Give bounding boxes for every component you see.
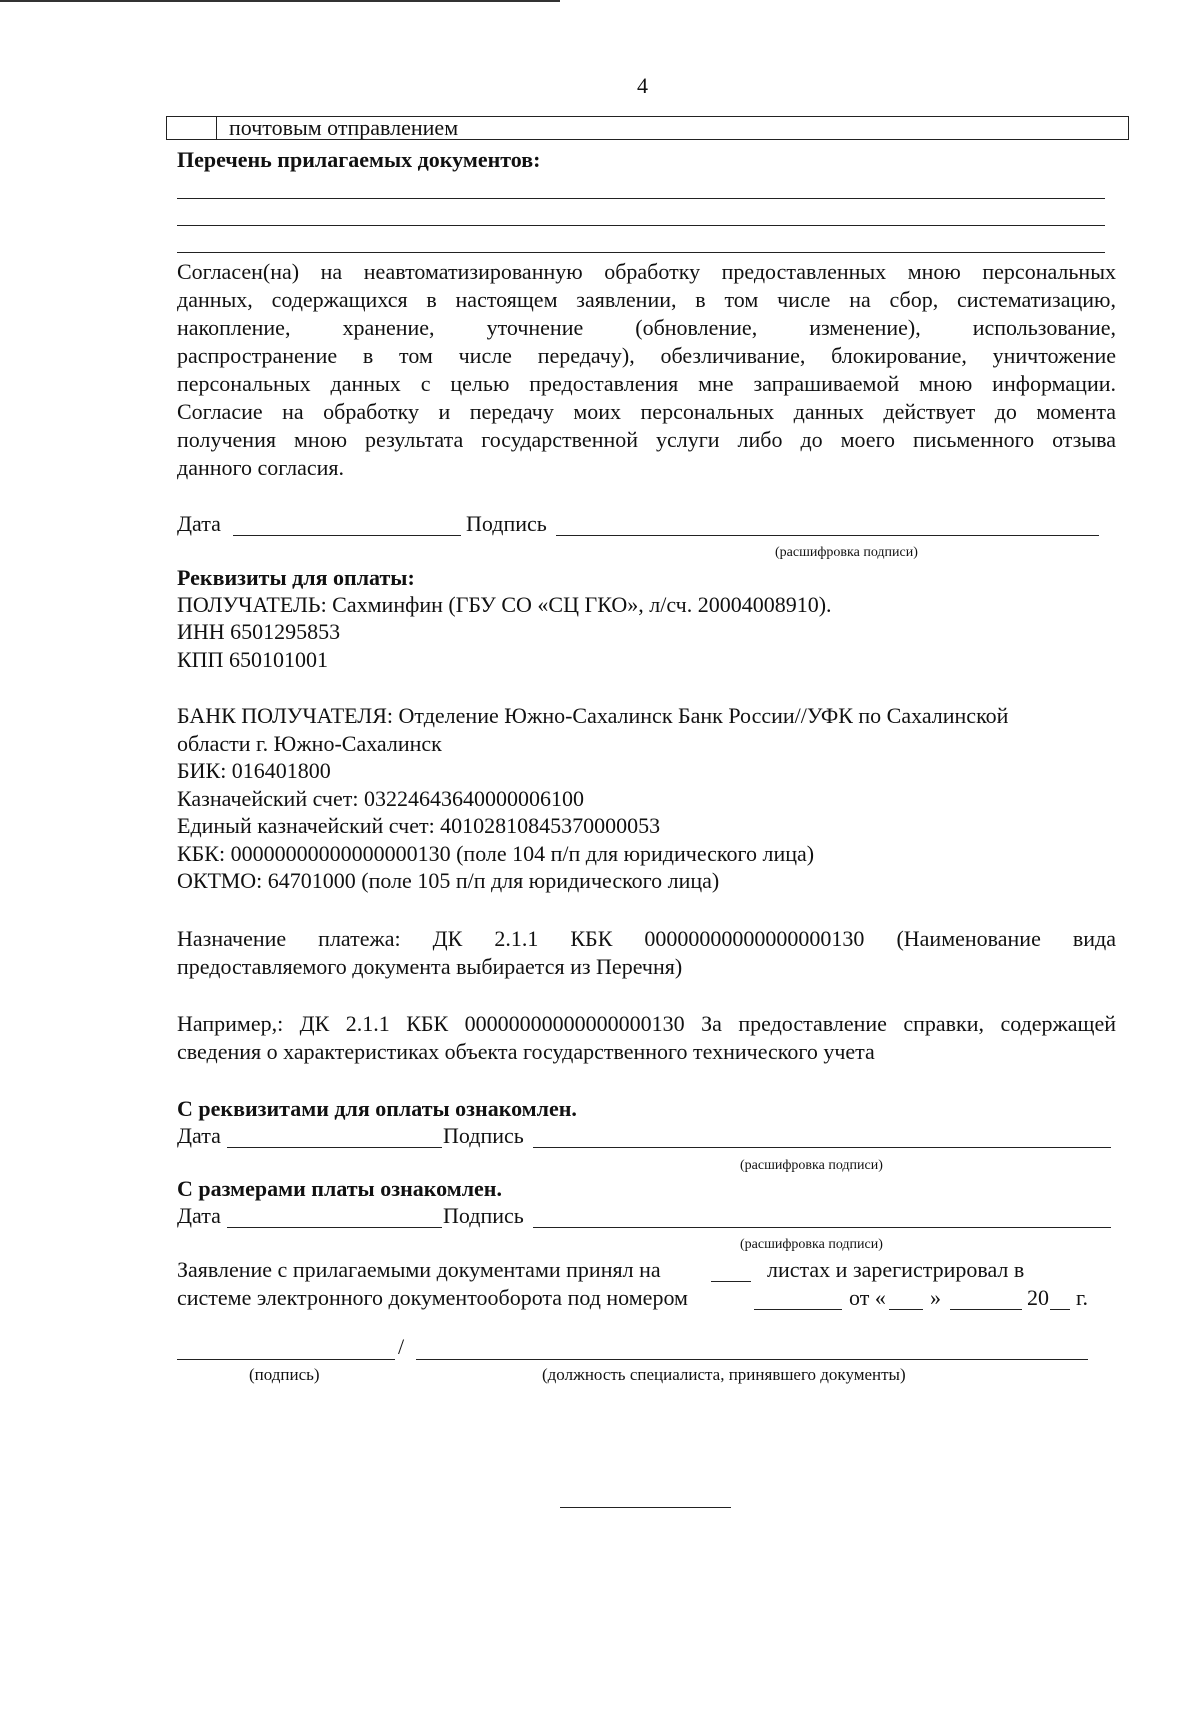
ack-requisites-signature-field[interactable]: [533, 1147, 1111, 1148]
consent-line: Согласен(на) на неавтоматизированную обработку предоставленных мною персональных: [177, 259, 1116, 284]
sign1-date-label: Дата: [177, 511, 221, 536]
ack-fees-signature-field[interactable]: [533, 1227, 1111, 1228]
registration-line2-text-a: системе электронного документооборота под номером: [177, 1285, 688, 1310]
delivery-option-label: почтовым отправлением: [229, 115, 459, 140]
page-number: 4: [637, 73, 648, 98]
registration-year-prefix: 20: [1027, 1285, 1049, 1310]
payment-heading: Реквизиты для оплаты:: [177, 565, 415, 590]
delivery-option-row: [166, 116, 1129, 140]
example-line: Например,: ДК 2.1.1 КБК 00000000000000000130 За предоставление справки, содержащей: [177, 1011, 1116, 1036]
consent-paragraph: [177, 258, 1116, 482]
ack-fees-signature-label: Подпись: [443, 1203, 524, 1228]
footer-position-caption: (должность специалиста, принявшего документы): [542, 1365, 906, 1384]
payment-bik: БИК: 016401800: [177, 758, 331, 783]
scan-edge-line: [0, 0, 560, 2]
payment-inn: ИНН 6501295853: [177, 619, 341, 644]
payment-bank-line-1: БАНК ПОЛУЧАТЕЛЯ: Отделение Южно-Сахалинск Банк России//УФК по Сахалинской: [177, 703, 1009, 728]
consent-line: Согласие на обработку и передачу моих персональных данных действует до момента: [177, 399, 1116, 424]
purpose-line: предоставляемого документа выбирается из Перечня): [177, 954, 683, 979]
payment-recipient: ПОЛУЧАТЕЛЬ: Сахминфин (ГБУ СО «СЦ ГКО», л/сч. 20004008910).: [177, 592, 832, 617]
attachments-line-2[interactable]: [177, 225, 1105, 226]
ack-fees-caption: (расшифровка подписи): [740, 1237, 883, 1252]
registration-quote-close: »: [930, 1285, 941, 1310]
consent-line: данных, содержащихся в настоящем заявлении, в том числе на сбор, систематизацию,: [177, 287, 1116, 312]
payment-kbk: КБК: 00000000000000000130 (поле 104 п/п для юридического лица): [177, 841, 815, 866]
registration-line1-text-b: листах и зарегистрировал в: [767, 1257, 1025, 1282]
payment-oktmo: ОКТМО: 64701000 (поле 105 п/п для юридического лица): [177, 868, 720, 893]
delivery-option-checkbox[interactable]: [167, 117, 217, 139]
ack-fees-date-field[interactable]: [227, 1227, 442, 1228]
example-paragraph: [177, 1010, 1116, 1066]
consent-line: персональных данных с целью предоставления мне запрашиваемой мною информации.: [177, 371, 1116, 396]
registration-from-label: от «: [849, 1285, 886, 1310]
registration-sheets-field[interactable]: [711, 1281, 751, 1282]
purpose-line: Назначение платежа: ДК 2.1.1 КБК 00000000000000000130 (Наименование вида: [177, 926, 1116, 951]
ack-requisites-caption: (расшифровка подписи): [740, 1158, 883, 1173]
consent-line: данного согласия.: [177, 455, 345, 480]
attachments-line-1[interactable]: [177, 198, 1105, 199]
registration-line1-text-a: Заявление с прилагаемыми документами принял на: [177, 1257, 661, 1282]
sign1-signature-label: Подпись: [466, 511, 547, 536]
sign1-signature-field[interactable]: [556, 535, 1099, 536]
payment-kpp: КПП 650101001: [177, 647, 328, 672]
registration-month-field[interactable]: [950, 1309, 1022, 1310]
consent-line: получения мною результата государственной услуги либо до моего письменного отзыва: [177, 427, 1116, 452]
registration-year-suffix: г.: [1076, 1285, 1089, 1310]
ack-requisites-date-field[interactable]: [227, 1147, 442, 1148]
end-divider: [560, 1507, 731, 1508]
ack-requisites-heading: С реквизитами для оплаты ознакомлен.: [177, 1096, 577, 1121]
registration-day-field[interactable]: [889, 1309, 923, 1310]
footer-sign-caption: (подпись): [249, 1365, 320, 1384]
sign1-date-field[interactable]: [233, 535, 461, 536]
sign1-caption: (расшифровка подписи): [775, 545, 918, 560]
registration-number-field[interactable]: [754, 1309, 842, 1310]
footer-slash: /: [398, 1334, 405, 1359]
footer-signature-field[interactable]: [177, 1359, 395, 1360]
ack-fees-date-label: Дата: [177, 1203, 221, 1228]
ack-requisites-date-label: Дата: [177, 1123, 221, 1148]
attachments-heading: Перечень прилагаемых документов:: [177, 147, 541, 172]
ack-requisites-signature-label: Подпись: [443, 1123, 524, 1148]
footer-position-field[interactable]: [416, 1359, 1088, 1360]
registration-year-field[interactable]: [1050, 1309, 1070, 1310]
payment-treasury-account: Казначейский счет: 03224643640000006100: [177, 786, 584, 811]
attachments-line-3[interactable]: [177, 252, 1105, 253]
payment-bank-line-2: области г. Южно-Сахалинск: [177, 731, 442, 756]
example-line: сведения о характеристиках объекта государственного технического учета: [177, 1039, 875, 1064]
payment-single-treasury-account: Единый казначейский счет: 40102810845370000053: [177, 813, 661, 838]
purpose-paragraph: [177, 925, 1116, 981]
consent-line: распространение в том числе передачу), обезличивание, блокирование, уничтожение: [177, 343, 1116, 368]
ack-fees-heading: С размерами платы ознакомлен.: [177, 1176, 502, 1201]
consent-line: накопление, хранение, уточнение (обновление, изменение), использование,: [177, 315, 1116, 340]
